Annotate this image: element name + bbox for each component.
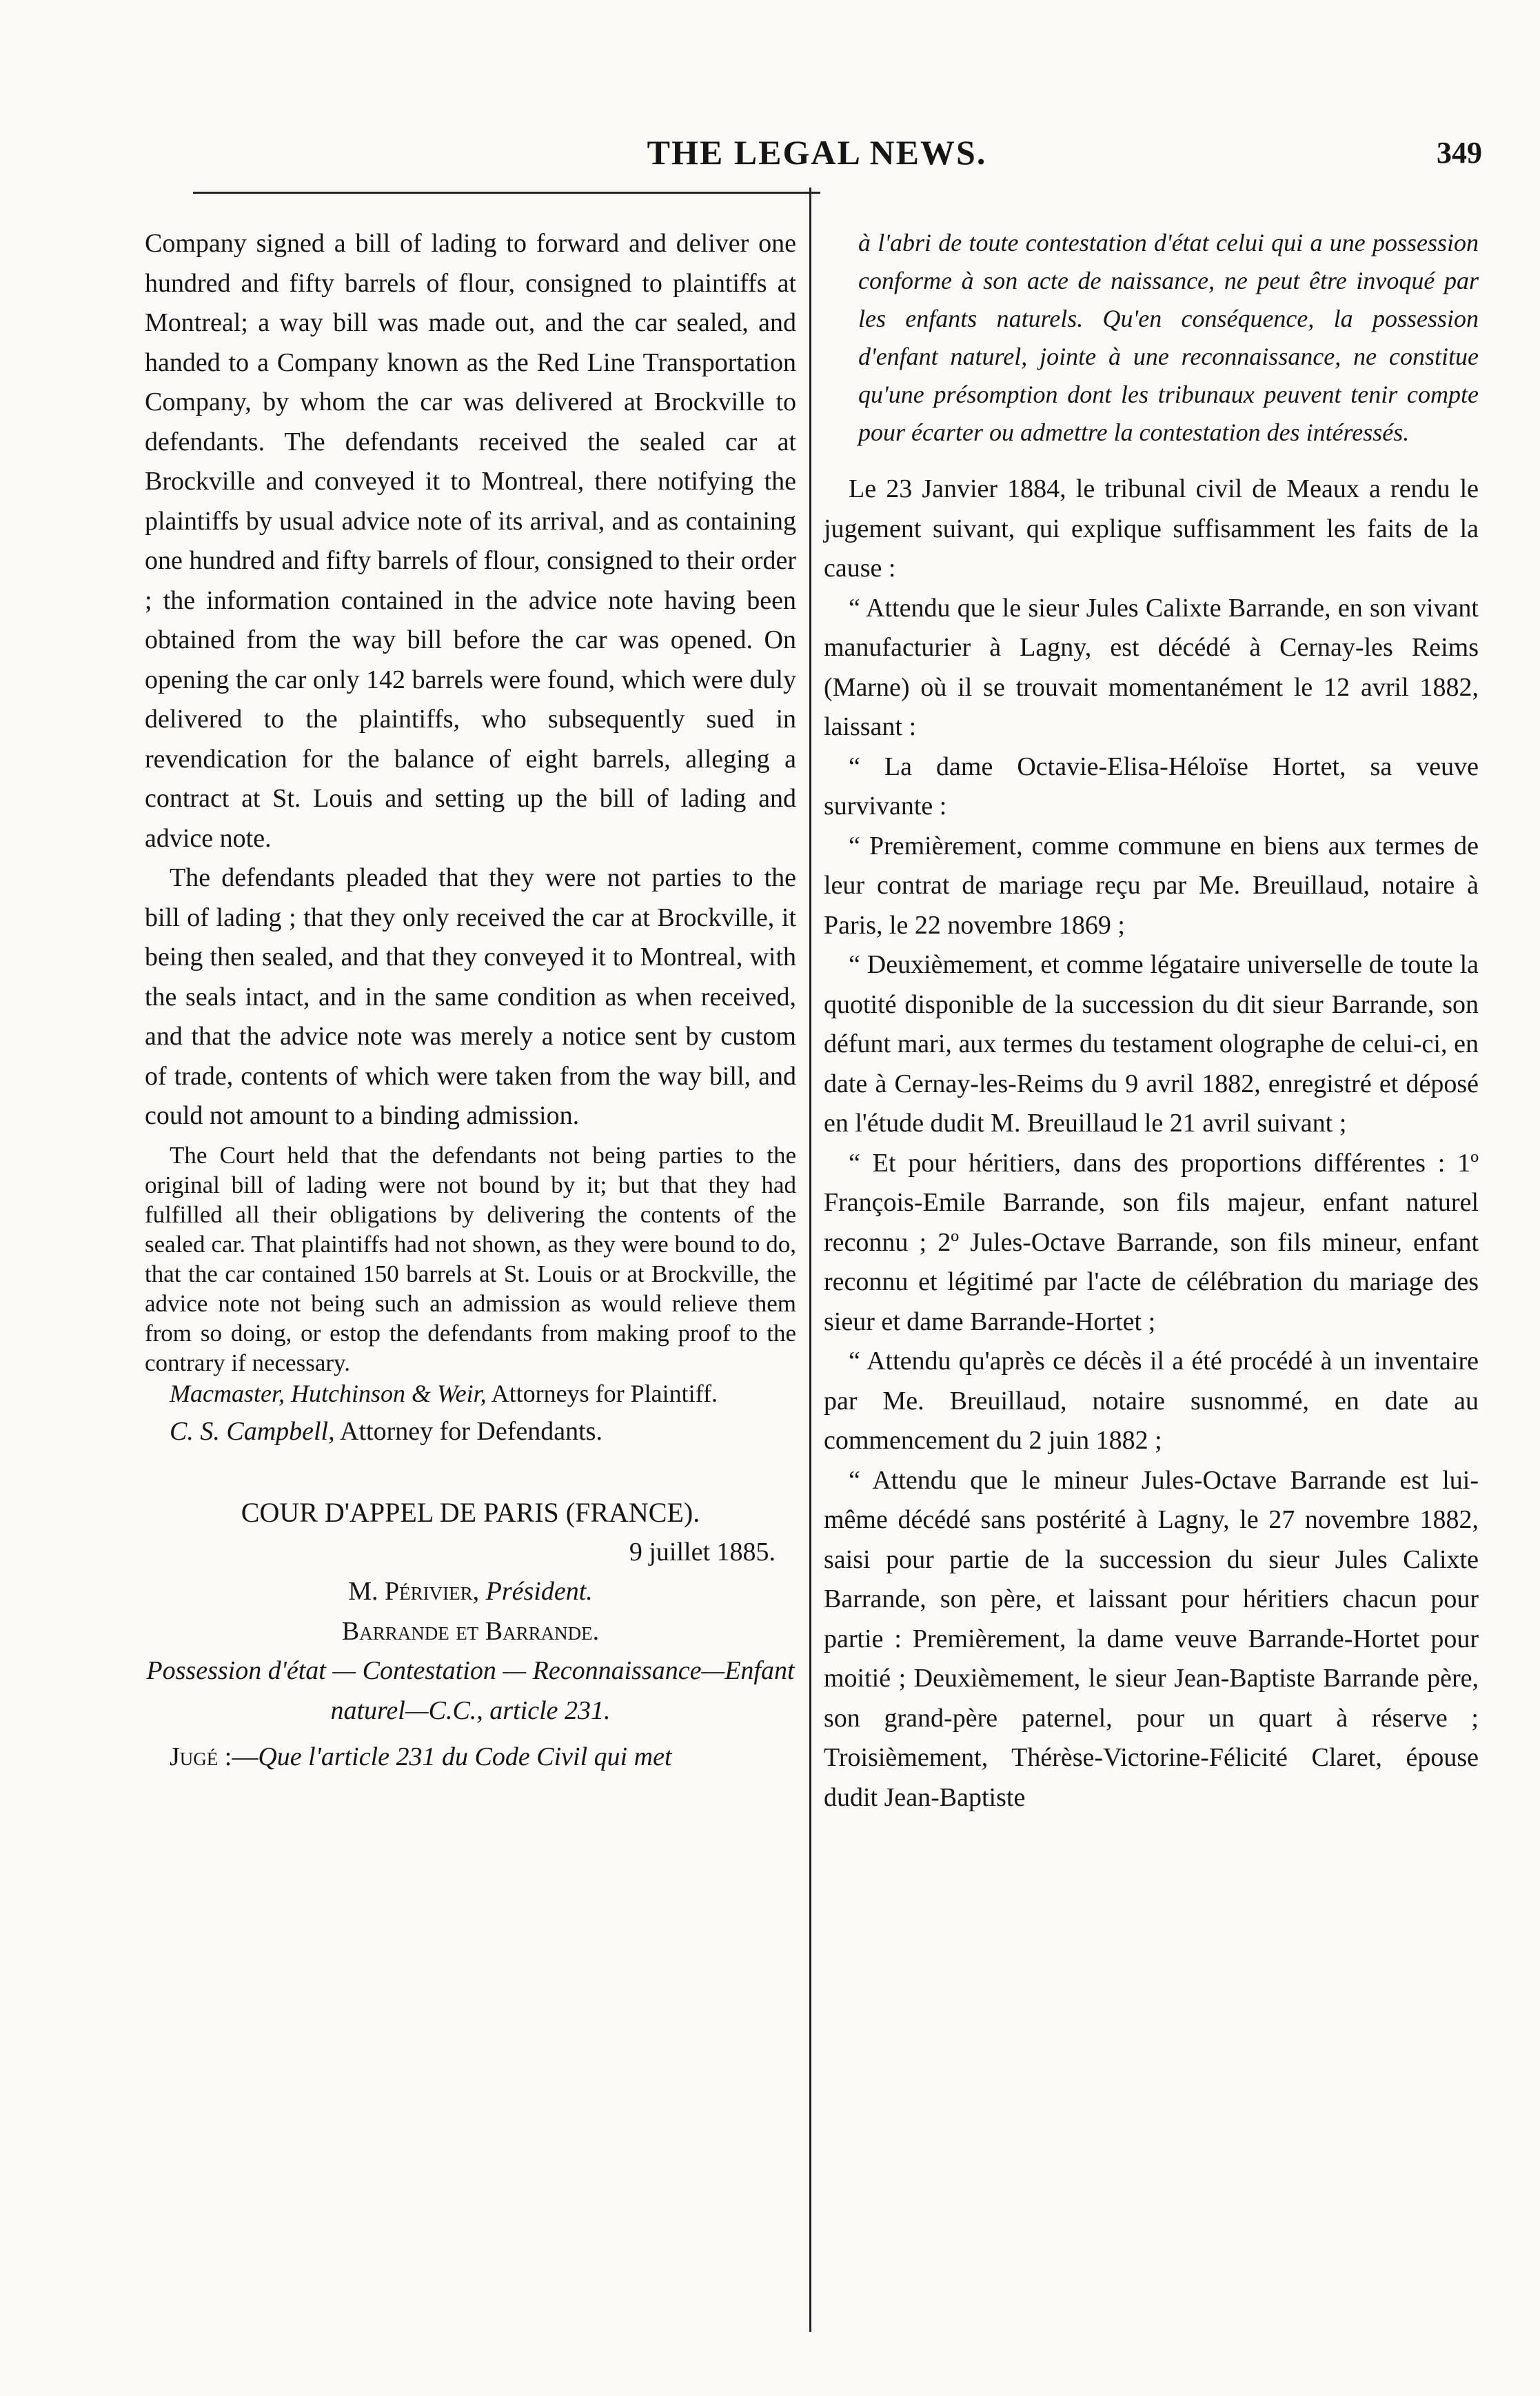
juge-line xyxy=(145,1738,796,1778)
header-rule xyxy=(193,192,820,194)
paragraph: The Court held that the defendants not being parties to the original bill of lading were not bound by it; but that they had fulfilled all their obligations by delivering the contents of the sealed car. That plaintiffs had not shown, as they were bound to do, that the car contained 150 barrels at St. Louis or at Brockville, the advice note not being such an admission as would relieve them from so doing, or estop the defendants from making proof to the contrary if necessary. xyxy=(145,1141,796,1376)
attorney-plaintiff-names: Macmaster, Hutchinson & Weir, xyxy=(170,1379,487,1407)
page-header xyxy=(152,124,1482,179)
attorney-plaintiff xyxy=(145,1378,796,1409)
case-parties: Barrande et Barrande. xyxy=(341,1616,600,1646)
paragraph: “ Attendu qu'après ce décès il a été procédé à un inventaire par Me. Breuillaud, notaire susnommé, en date au commencement du 2 juin 1882 ; xyxy=(824,1347,1479,1455)
paragraph: “ Attendu que le mineur Jules-Octave Barrande est lui-même décédé sans postérité à Lagny, le 27 novembre 1882, saisi pour partie de la succession du sieur Jules Calixte Barrande, son père, et laissant pour héritiers chacun pour partie : Premièrement, la dame veuve Barrande-Hortet pour moitié ; Deuxièmement, le sieur Jean-Baptiste Barrande père, son grand-père paternel, pour un quart à réserve ; Troisièmement, Thérèse-Victorine-Félicité Claret, épouse dudit Jean-Baptiste xyxy=(824,1465,1479,1812)
paragraph: Le 23 Janvier 1884, le tribunal civil de Meaux a rendu le jugement suivant, qui explique suffisamment les faits de la cause : xyxy=(824,474,1479,583)
left-column xyxy=(145,224,796,1778)
case-date: 9 juillet 1885. xyxy=(629,1537,776,1567)
case-subject: Possession d'état — Contestation — Reconnaissance—Enfant naturel—C.C., article 231. xyxy=(146,1656,795,1725)
paragraph: “ La dame Octavie-Elisa-Héloïse Hortet, sa veuve survivante : xyxy=(824,752,1479,821)
attorney-defendant-role: Attorney for Defendants. xyxy=(334,1416,602,1446)
paragraph: The defendants pleaded that they were not parties to the bill of lading ; that they only received the car at Brockville, it being then sealed, and that they conveyed it to Montreal, with the seals intact, and in the same condition as when received, and that the advice note was merely a notice sent by custom of trade, contents of which were taken from the way bill, and could not amount to a binding admission. xyxy=(145,863,796,1130)
attorney-plaintiff-role: Attorneys for Plaintiff. xyxy=(486,1379,718,1407)
president-title: Président. xyxy=(485,1577,593,1606)
paragraph: Company signed a bill of lading to forward and deliver one hundred and fifty barrels of flour, consigned to plaintiffs at Montreal; a way bill was made out, and the car sealed, and handed to a Company known as the Red Line Transportation Company, by whom the car was delivered at Brockville to defendants. The defendants received the sealed car at Brockville and conveyed it to Montreal, there notifying the plaintiffs by usual advice note of its arrival, and as containing one hundred and fifty barrels of flour, consigned to their order ; the information contained in the advice note having been obtained from the way bill before the car was opened. On opening the car only 142 barrels were found, which were duly delivered to the plaintiffs, who subsequently sued in revendication for the balance of eight barrels, alleging a contract at St. Louis and setting up the bill of lading and advice note. xyxy=(145,229,797,853)
paragraph: “ Deuxièmement, et comme légataire universelle de toute la quotité disponible de la succession du dit sieur Barrande, son défunt mari, aux termes du testament olographe de celui-ci, en date à Cernay-les-Reims du 9 avril 1882, enregistré et déposé en l'étude dudit M. Breuillaud le 21 avril suivant ; xyxy=(824,950,1479,1138)
attorney-defendant-name: C. S. Campbell, xyxy=(170,1416,335,1446)
journal-title: THE LEGAL NEWS. xyxy=(647,133,987,172)
juge-label: Jugé :— xyxy=(170,1742,259,1771)
right-column xyxy=(824,224,1479,1818)
column-divider xyxy=(809,188,811,2332)
page-number: 349 xyxy=(1437,136,1482,170)
court-heading: COUR D'APPEL DE PARIS (FRANCE). xyxy=(241,1497,700,1528)
president-name: M. Périvier, xyxy=(348,1577,486,1606)
holding-text: à l'abri de toute contestation d'état celui qui a une possession conforme à son acte de naissance, ne peut être invoqué par les enfants naturels. Qu'en conséquence, la possession d'enfant naturel, jointe à une reconnaissance, ne constitue qu'une présomption dont les tribunaux peuvent tenir compte pour écarter ou admettre la contestation des intéressés. xyxy=(858,229,1479,446)
court-president xyxy=(145,1572,796,1612)
paragraph: “ Attendu que le sieur Jules Calixte Barrande, en son vivant manufacturier à Lagny, est décédé à Cernay-les Reims (Marne) où il se trouvait momentanément le 12 avril 1882, laissant : xyxy=(824,593,1479,741)
juge-text: Que l'article 231 du Code Civil qui met xyxy=(258,1742,672,1771)
paragraph: “ Et pour héritiers, dans des proportions différentes : 1º François-Emile Barrande, son fils majeur, enfant naturel reconnu ; 2º Jules-Octave Barrande, son fils mineur, enfant reconnu et légitimé par l'acte de célébration du mariage des sieur et dame Barrande-Hortet ; xyxy=(824,1148,1479,1336)
attorney-defendant xyxy=(145,1412,796,1452)
paragraph: “ Premièrement, comme commune en biens aux termes de leur contrat de mariage reçu par Me. Breuillaud, notaire à Paris, le 22 novembre 1869 ; xyxy=(824,831,1479,940)
